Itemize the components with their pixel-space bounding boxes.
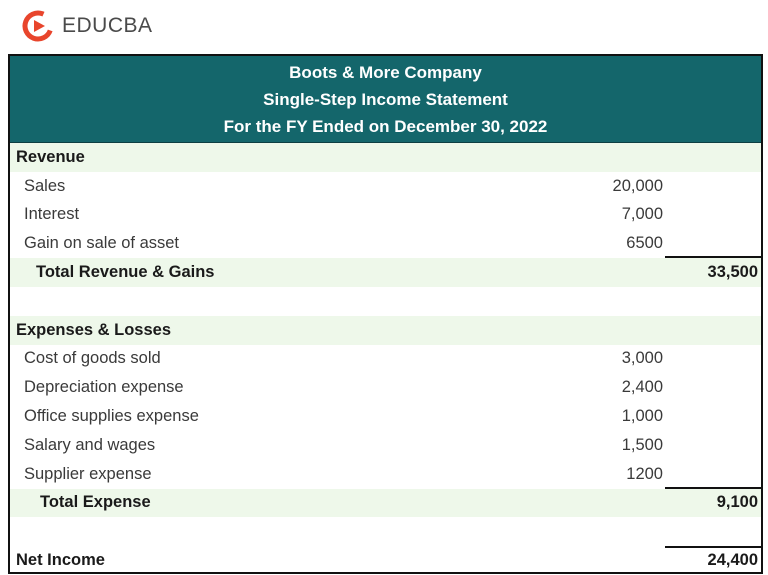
line-item-label: Gain on sale of asset [24, 234, 180, 253]
line-item-label: Supplier expense [24, 464, 152, 483]
line-item-salary-wages [10, 431, 761, 460]
line-item-label: Depreciation expense [24, 378, 184, 397]
total-amount: 9,100 [716, 493, 758, 512]
spacer-row [10, 517, 761, 546]
expenses-section-header [10, 316, 761, 345]
line-item-amount: 1200 [626, 464, 663, 483]
brand-name: EDUCBA [62, 14, 153, 37]
net-income-label: Net Income [16, 551, 105, 570]
net-income-rule [665, 546, 761, 548]
net-income-row [10, 546, 761, 575]
line-item-label: Interest [24, 205, 80, 224]
line-item-office-supplies [10, 402, 761, 431]
line-item-gain-on-sale [10, 229, 761, 258]
spacer-row [10, 287, 761, 316]
total-label: Total Revenue & Gains [36, 263, 215, 282]
revenue-section-header [10, 143, 761, 172]
income-statement-table [8, 54, 763, 574]
statement-header [10, 56, 761, 143]
total-label: Total Expense [40, 493, 151, 512]
total-amount: 33,500 [707, 263, 758, 282]
line-item-label: Cost of goods sold [24, 349, 161, 368]
line-item-supplier-expense [10, 460, 761, 489]
line-item-amount: 1,000 [621, 407, 663, 426]
company-name: Boots & More Company [289, 62, 482, 82]
statement-period: For the FY Ended on December 30, 2022 [223, 116, 548, 136]
line-item-cogs [10, 345, 761, 374]
line-item-amount: 2,400 [621, 378, 663, 397]
section-label: Revenue [16, 147, 85, 166]
brand-header [22, 8, 153, 44]
line-item-amount: 20,000 [612, 176, 663, 195]
net-income-amount: 24,400 [707, 551, 758, 570]
line-item-label: Sales [24, 176, 66, 195]
line-item-amount: 7,000 [621, 205, 663, 224]
total-revenue-row [10, 258, 761, 287]
line-item-amount: 6500 [626, 234, 663, 253]
line-item-label: Salary and wages [24, 435, 156, 454]
line-item-amount: 1,500 [621, 435, 663, 454]
line-item-interest [10, 201, 761, 230]
total-expense-row [10, 489, 761, 518]
line-item-amount: 3,000 [621, 349, 663, 368]
line-item-depreciation [10, 373, 761, 402]
educba-logo-icon [22, 10, 54, 42]
section-label: Expenses & Losses [16, 320, 171, 339]
statement-title: Single-Step Income Statement [263, 89, 508, 109]
line-item-sales [10, 172, 761, 201]
line-item-label: Office supplies expense [24, 407, 199, 426]
